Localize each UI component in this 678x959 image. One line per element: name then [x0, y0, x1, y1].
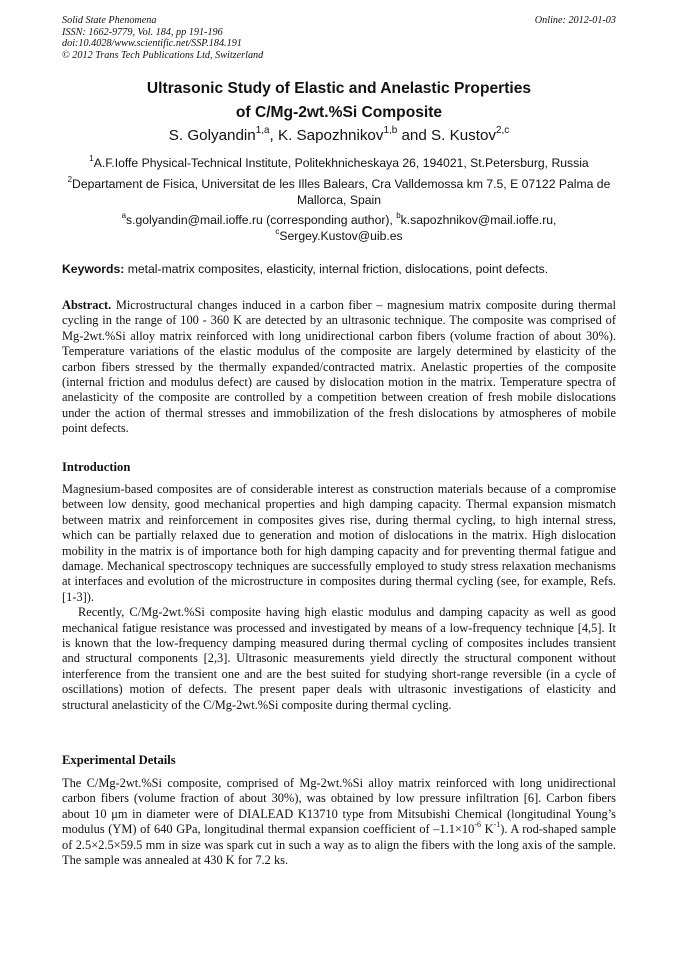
experimental-paragraph	[62, 776, 616, 868]
abstract-label: Abstract.	[62, 298, 112, 312]
author-1: S. Golyandin	[168, 127, 256, 144]
experimental-exp-2: -1	[493, 820, 501, 830]
author-2: K. Sapozhnikov	[277, 127, 384, 144]
author-list: S. Golyandin$^{1,a}$, K. Sapozhnikov$^{1,b}$ and S. Kustov$^{2,c}$	[168, 124, 510, 144]
affiliation-2-text: Departament de Fisica, Universitat de les Illes Balears, Cra Valldemossa km 7.5, E 07122 Palma de Mallorca, Spain	[72, 177, 611, 207]
affiliation-2-sup: 2	[67, 175, 73, 185]
email-b[interactable]: k.sapozhnikov@mail.ioffe.ru,	[400, 213, 557, 227]
email-a-sup: a	[121, 211, 126, 221]
email-b-sup: b	[396, 211, 401, 221]
introduction-paragraph-1: Magnesium-based composites are of considerable interest as construction materials because of a compromise between low density, good mechanical properties and high damping capacity. Thermal expansion mismatch between matrix and reinforcement in composites gives rise, during thermal cycling, to high internal stress, which can be partially relaxed due to generation and motion of dislocations in the matrix. High dislocation mobility in the matrix is of importance both for high damping capacity and for preventing thermal fatigue and damage. Mechanical spectroscopy techniques are successfully employed to study stress relaxation mechanisms at interfaces and evolution of the microstructure in composites during thermal cycling (see, for example, Refs. [1-3]).	[62, 482, 616, 604]
paper-title-line-1: Ultrasonic Study of Elastic and Anelastic Properties	[146, 80, 532, 97]
affiliation-1-text: A.F.Ioffe Physical-Technical Institute, Politekhnicheskaya 26, 194021, St.Petersburg, Russia	[93, 156, 589, 170]
introduction-section	[62, 482, 616, 713]
affiliation-1	[62, 155, 616, 171]
affiliation-1-sup: 1	[89, 154, 94, 164]
journal-name: Solid State Phenomena	[62, 15, 157, 26]
keywords-label: Keywords:	[62, 262, 125, 276]
abstract-text: Microstructural changes induced in a carbon fiber – magnesium matrix composite during thermal cycling in the range of 100 - 360 K are detected by an ultrasonic technique. The composite was comprised of Mg-2wt.%Si alloy matrix reinforced with long unidirectional carbon fibers (volume fraction of about 30%). Temperature variations of the elastic modulus of the composite are largely determined by elasticity of the carbon fibers stressed by the thermally expanded/contracted matrix. Anelastic properties of the composite (internal friction and modulus defect) are caused by dislocation motion in the matrix. Temperature spectra of anelasticity of the composite are controlled by a competition between creation of fresh mobile dislocations under the action of thermal stresses and immobilization of the fresh dislocations by atmospheres of mobile point defects.	[62, 298, 616, 436]
doi-line: doi:10.4028/www.scientific.net/SSP.184.191	[62, 38, 242, 50]
copyright-line: © 2012 Trans Tech Publications Ltd, Switzerland	[62, 49, 264, 61]
experimental-text-b: K	[481, 822, 494, 837]
author-emails	[62, 212, 616, 244]
introduction-heading: Introduction	[62, 460, 131, 474]
online-date: Online: 2012-01-03	[534, 15, 616, 26]
keywords-line	[62, 262, 616, 276]
issn-line: ISSN: 1662-9779, Vol. 184, pp 191-196	[62, 26, 223, 38]
introduction-paragraph-2: Recently, C/Mg-2wt.%Si composite having high elastic modulus and damping capacity as well as good mechanical fatigue resistance was processed and investigated by means of a low-frequency technique [4,5]. It is known that the low-frequency damping measured during thermal cycling of composites includes transient and structural components [2,3]. Ultrasonic measurements yield directly the structural component without interference from the transient one and are the best suited for studying short-range reversible (in a cycle of oscillations) motion of defects. The present paper deals with ultrasonic investigations of elasticity and structural anelasticity of the C/Mg-2wt.%Si composite during thermal cycling.	[62, 605, 616, 712]
author-3: S. Kustov	[431, 127, 497, 144]
affiliation-2	[62, 176, 616, 208]
author-2-sup: 1,b	[383, 124, 398, 136]
experimental-heading: Experimental Details	[62, 753, 176, 767]
author-and: and	[401, 127, 427, 144]
email-c[interactable]: Sergey.Kustov@uib.es	[279, 229, 403, 243]
keywords-text: metal-matrix composites, elasticity, internal friction, dislocations, point defects.	[127, 262, 549, 276]
experimental-exp-1: -6	[474, 820, 481, 830]
experimental-section	[62, 776, 616, 868]
header-left	[62, 15, 263, 61]
experimental-text-c: ). A rod-shaped sample of 2.5×2.5×59.5 mm in size was spark cut in such a way as to align the fibers with the long axis of the sample. The sample was annealed at 430 K for 7.2 ks.	[62, 822, 616, 868]
paper-title-line-2: of C/Mg-2wt.%Si Composite	[235, 104, 443, 121]
abstract-section	[62, 298, 616, 437]
author-1-sup: 1,a	[255, 124, 270, 136]
author-3-sup: 2,c	[496, 124, 510, 136]
email-a[interactable]: s.golyandin@mail.ioffe.ru (corresponding author),	[125, 213, 393, 227]
experimental-text-a: The C/Mg-2wt.%Si composite, comprised of Mg-2wt.%Si alloy matrix reinforced with long unidirectional carbon fibers (volume fraction of about 30%), was obtained by low pressure infiltration [6]. Carbon fibers about 10 μm in diameter were of DIALEAD K13710 type from Mitsubishi Chemical (longitudinal Young’s modulus (YM) of 640 GPa, longitudinal thermal expansion coefficient of –1.1×10	[62, 776, 616, 837]
email-c-sup: c	[275, 227, 280, 237]
